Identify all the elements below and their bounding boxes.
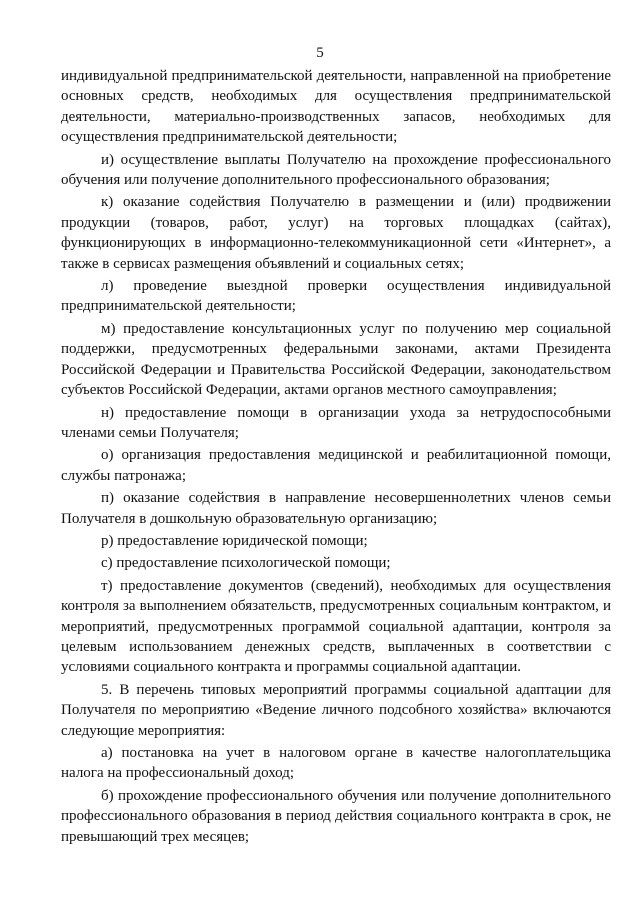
page-number: 5	[316, 45, 324, 61]
paragraph-continuation: индивидуальной предпринимательской деятельности, направленной на приобретение основных средств, необходимых для осуществления предпринимательской деятельности, материально-производственных запасов, необходимых для осуществления предпринимательской деятельности;	[61, 68, 611, 146]
paragraph-section-5: 5. В перечень типовых мероприятий программы социальной адаптации для Получателя по мероприятию «Ведение личного подсобного хозяйства» включаются следующие мероприятия:	[61, 681, 611, 739]
paragraph-l: л) проведение выездной проверки осуществления индивидуальной предпринимательской деятельности;	[61, 278, 611, 315]
paragraph-i: и) осуществление выплаты Получателю на прохождение профессионального обучения или получение дополнительного профессионального образования;	[61, 151, 611, 189]
paragraph-r: р) предоставление юридической помощи;	[101, 532, 368, 549]
paragraph-o: о) организация предоставления медицинской и реабилитационной помощи, службы патронажа;	[61, 447, 611, 484]
paragraph-p: п) оказание содействия в направление несовершеннолетних членов семьи Получателя в дошкольную образовательную организацию;	[61, 490, 611, 527]
paragraph-m: м) предоставление консультационных услуг по получению мер социальной поддержки, предусмотренных федеральными законами, актами Президента Российской Федерации и Правительства Российской Федерации, законодательством субъектов Российской Федерации, актами органов местного самоуправления;	[61, 320, 611, 399]
paragraph-k: к) оказание содействия Получателю в размещении и (или) продвижении продукции (товаров, работ, услуг) на торговых площадках (сайтах), функционирующих в информационно-телекоммуникационной сети «Интернет», а также в сервисах размещения объявлений и социальных сетях;	[61, 194, 611, 272]
document-body	[61, 66, 611, 849]
paragraph-s: с) предоставление психологической помощи;	[101, 555, 391, 572]
paragraph-b: б) прохождение профессионального обучения или получение дополнительного профессионального образования в период действия социального контракта в срок, не превышающий трех месяцев;	[61, 787, 611, 845]
paragraph-a: а) постановка на учет в налоговом органе в качестве налогоплательщика налога на профессиональный доход;	[61, 745, 611, 782]
paragraph-n: н) предоставление помощи в организации ухода за нетрудоспособными членами семьи Получателя;	[61, 404, 611, 441]
paragraph-t: т) предоставление документов (сведений), необходимых для осуществления контроля за выполнением обязательств, предусмотренных социальным контрактом, и мероприятий, предусмотренных программой социальной адаптации, контроля за целевым использованием денежных средств, выплаченных в соответствии с условиями социального контракта и программы социальной адаптации.	[61, 577, 611, 676]
